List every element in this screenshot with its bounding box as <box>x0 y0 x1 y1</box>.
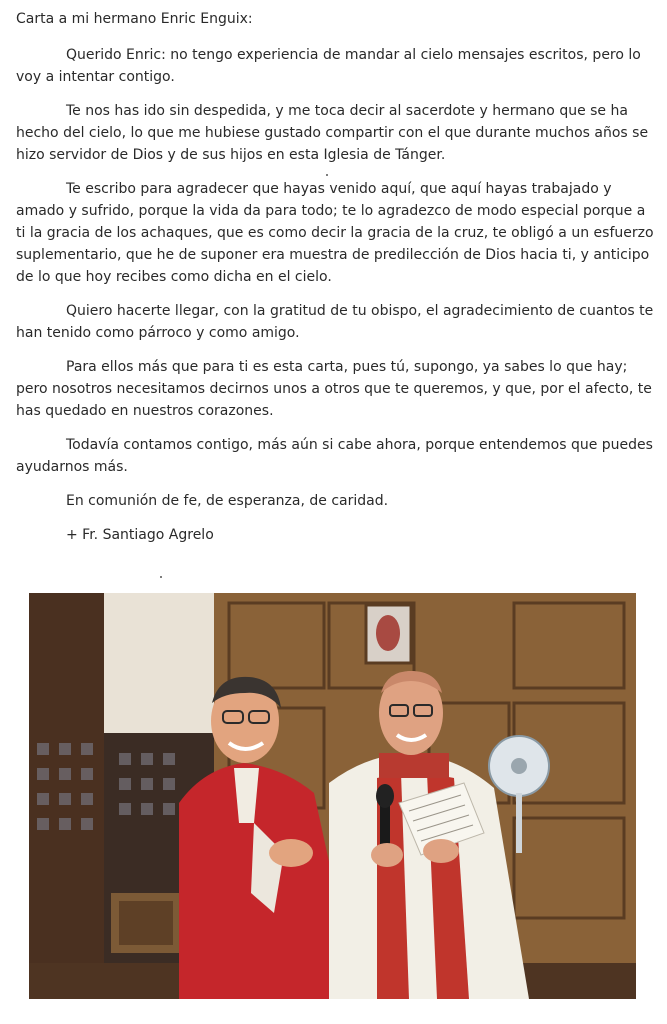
scan-speck <box>160 576 162 578</box>
photo-illustration <box>29 593 636 999</box>
signature: + Fr. Santiago Agrelo <box>66 527 214 543</box>
paragraph-2: Te nos has ido sin despedida, y me toca decir al sacerdote y hermano que se ha hecho del cielo, lo que me hubiese gustado compartir con el que durante muchos años se hizo servidor de Dios y de sus hijos en esta Iglesia de Tánger. <box>16 103 649 163</box>
closing-line: En comunión de fe, de esperanza, de caridad. <box>66 493 389 509</box>
paragraph-6: Todavía contamos contigo, más aún si cabe ahora, porque entendemos que puedes ayudarnos más. <box>16 437 653 475</box>
letter-heading: Carta a mi hermano Enric Enguix: <box>16 11 253 27</box>
paragraph-1: Querido Enric: no tengo experiencia de mandar al cielo mensajes escritos, pero lo voy a intentar contigo. <box>16 47 641 85</box>
paragraph-4: Quiero hacerte llegar, con la gratitud de tu obispo, el agradecimiento de cuantos te han tenido como párroco y como amigo. <box>16 303 654 341</box>
paragraph-3: Te escribo para agradecer que hayas venido aquí, que aquí hayas trabajado y amado y sufrido, porque la vida da para todo; te lo agradezco de modo especial porque a ti la gracia de los achaques, que es como decir la gracia de la cruz, te obligó a un esfuerzo suplementario, que he de suponer era muestra de predilección de Dios hacia ti, y anticipo de lo que hoy recibes como dicha en el cielo. <box>16 181 654 285</box>
photo-two-priests <box>29 593 636 999</box>
paragraph-5: Para ellos más que para ti es esta carta, pues tú, supongo, ya sabes lo que hay; pero nosotros necesitamos decirnos unos a otros que te queremos, y que, por el afecto, te has quedado en nuestros corazones. <box>16 359 652 419</box>
letter-body <box>16 8 656 558</box>
scan-speck <box>326 174 328 176</box>
